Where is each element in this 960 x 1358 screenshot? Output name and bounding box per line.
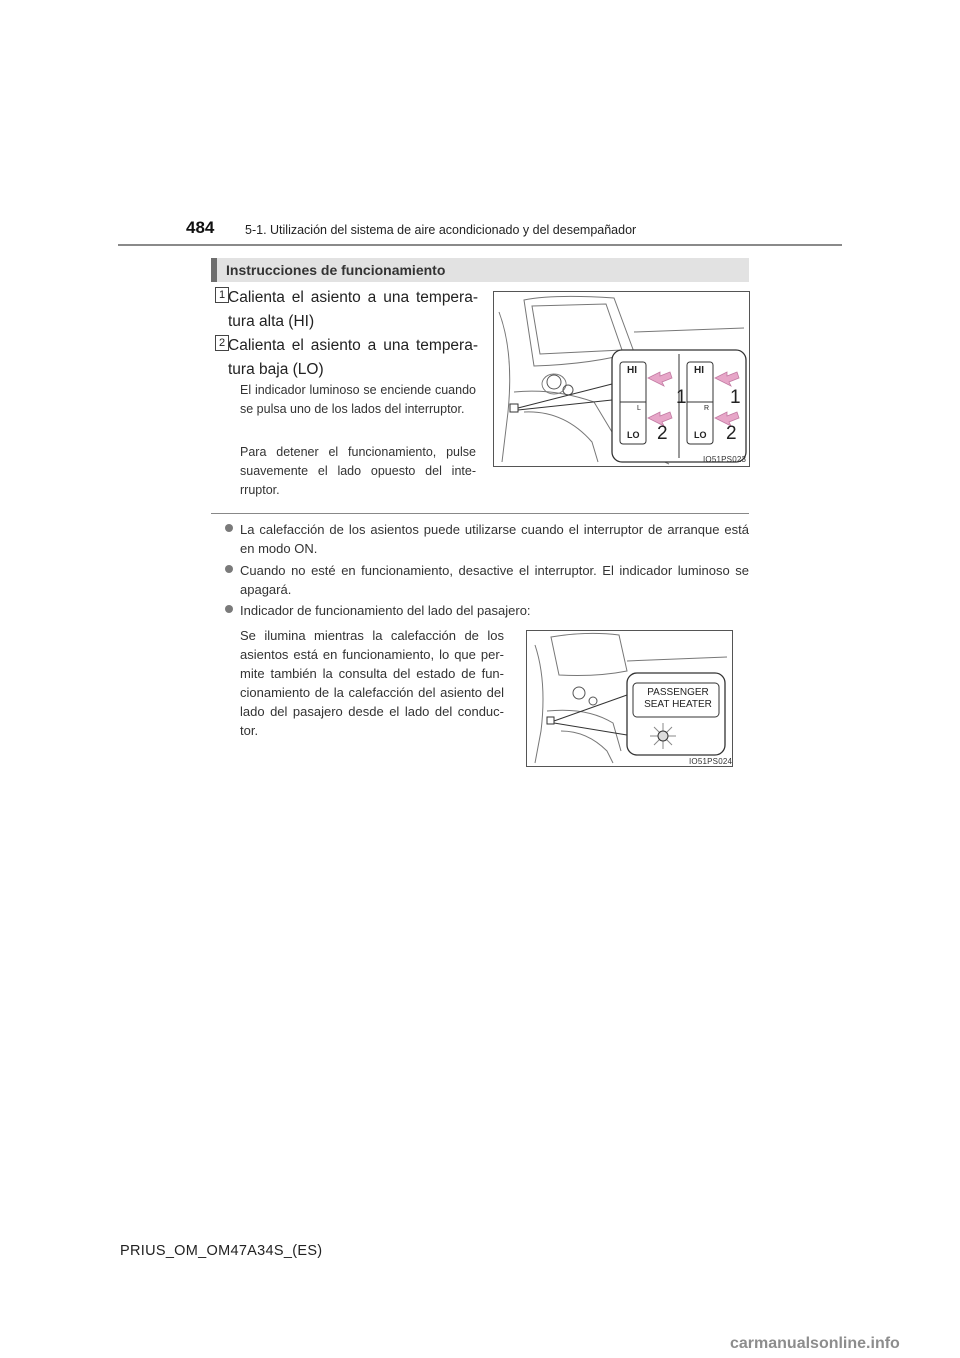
item-number-1: 1 — [215, 287, 229, 303]
dashboard-illustration — [494, 292, 749, 466]
right-switch-side-label: R — [704, 405, 710, 412]
left-switch-side-label: L — [637, 405, 641, 412]
callout-1-right: 1 — [730, 387, 741, 408]
indicator-line-1: PASSENGER — [647, 687, 709, 698]
bullet-icon — [225, 605, 233, 613]
notes-separator — [211, 513, 749, 514]
callout-1-left: 1 — [676, 387, 687, 408]
callout-2-left: 2 — [657, 423, 668, 444]
document-code: PRIUS_OM_OM47A34S_(ES) — [120, 1243, 323, 1259]
item-text-1: Calienta el asiento a una tempera-tura alta (HI) — [228, 289, 478, 330]
section-title: Instrucciones de funcionamiento — [226, 262, 446, 278]
bullet-text-off: Cuando no esté en funcionamiento, desactive el interruptor. El indicador luminoso se apagará. — [240, 563, 749, 597]
bullet-item — [225, 601, 749, 620]
left-switch-hi-label: HI — [627, 365, 637, 376]
figure2-code: IO51PS024 — [689, 757, 733, 766]
callout-2-right: 2 — [726, 423, 737, 444]
figure1-code: IO51PS023 — [703, 455, 747, 464]
bullet-icon — [225, 565, 233, 573]
item-number-2: 2 — [215, 335, 229, 351]
page-number: 484 — [186, 218, 215, 237]
passenger-indicator-text: Se ilumina mientras la calefacción de los asientos está en funcionamiento, lo que per-mite también la consulta del estado de fun-cionamiento de la calefacción del asiento del lado del pasajero desde el lado del conduc-tor. — [240, 628, 504, 738]
passenger-seat-heater-label — [640, 687, 716, 711]
right-switch-lo-label: LO — [694, 430, 707, 440]
section-header: 5-1. Utilización del sistema de aire acondicionado y del desempañador — [245, 223, 637, 237]
bullet-item — [225, 561, 749, 599]
indicator-line-2: SEAT HEATER — [644, 699, 712, 710]
header-divider — [118, 244, 842, 246]
item-text-2: Calienta el asiento a una tempera-tura baja (LO) — [228, 337, 478, 378]
note-stop: Para detener el funcionamiento, pulse suavemente el lado opuesto del inte-rruptor. — [240, 445, 476, 497]
watermark[interactable]: carmanualsonline.info — [730, 1335, 900, 1352]
figure-seat-heater-switches — [493, 291, 750, 467]
bullet-text-passenger: Indicador de funcionamiento del lado del pasajero: — [240, 603, 531, 618]
right-switch-hi-label: HI — [694, 365, 704, 376]
left-switch-lo-label: LO — [627, 430, 640, 440]
bullet-icon — [225, 524, 233, 532]
bullet-item — [225, 520, 749, 558]
bullet-text-on-mode: La calefacción de los asientos puede utilizarse cuando el interruptor de arranque está en modo ON. — [240, 522, 749, 556]
note-indicator: El indicador luminoso se enciende cuando se pulsa uno de los lados del interruptor. — [240, 383, 476, 416]
